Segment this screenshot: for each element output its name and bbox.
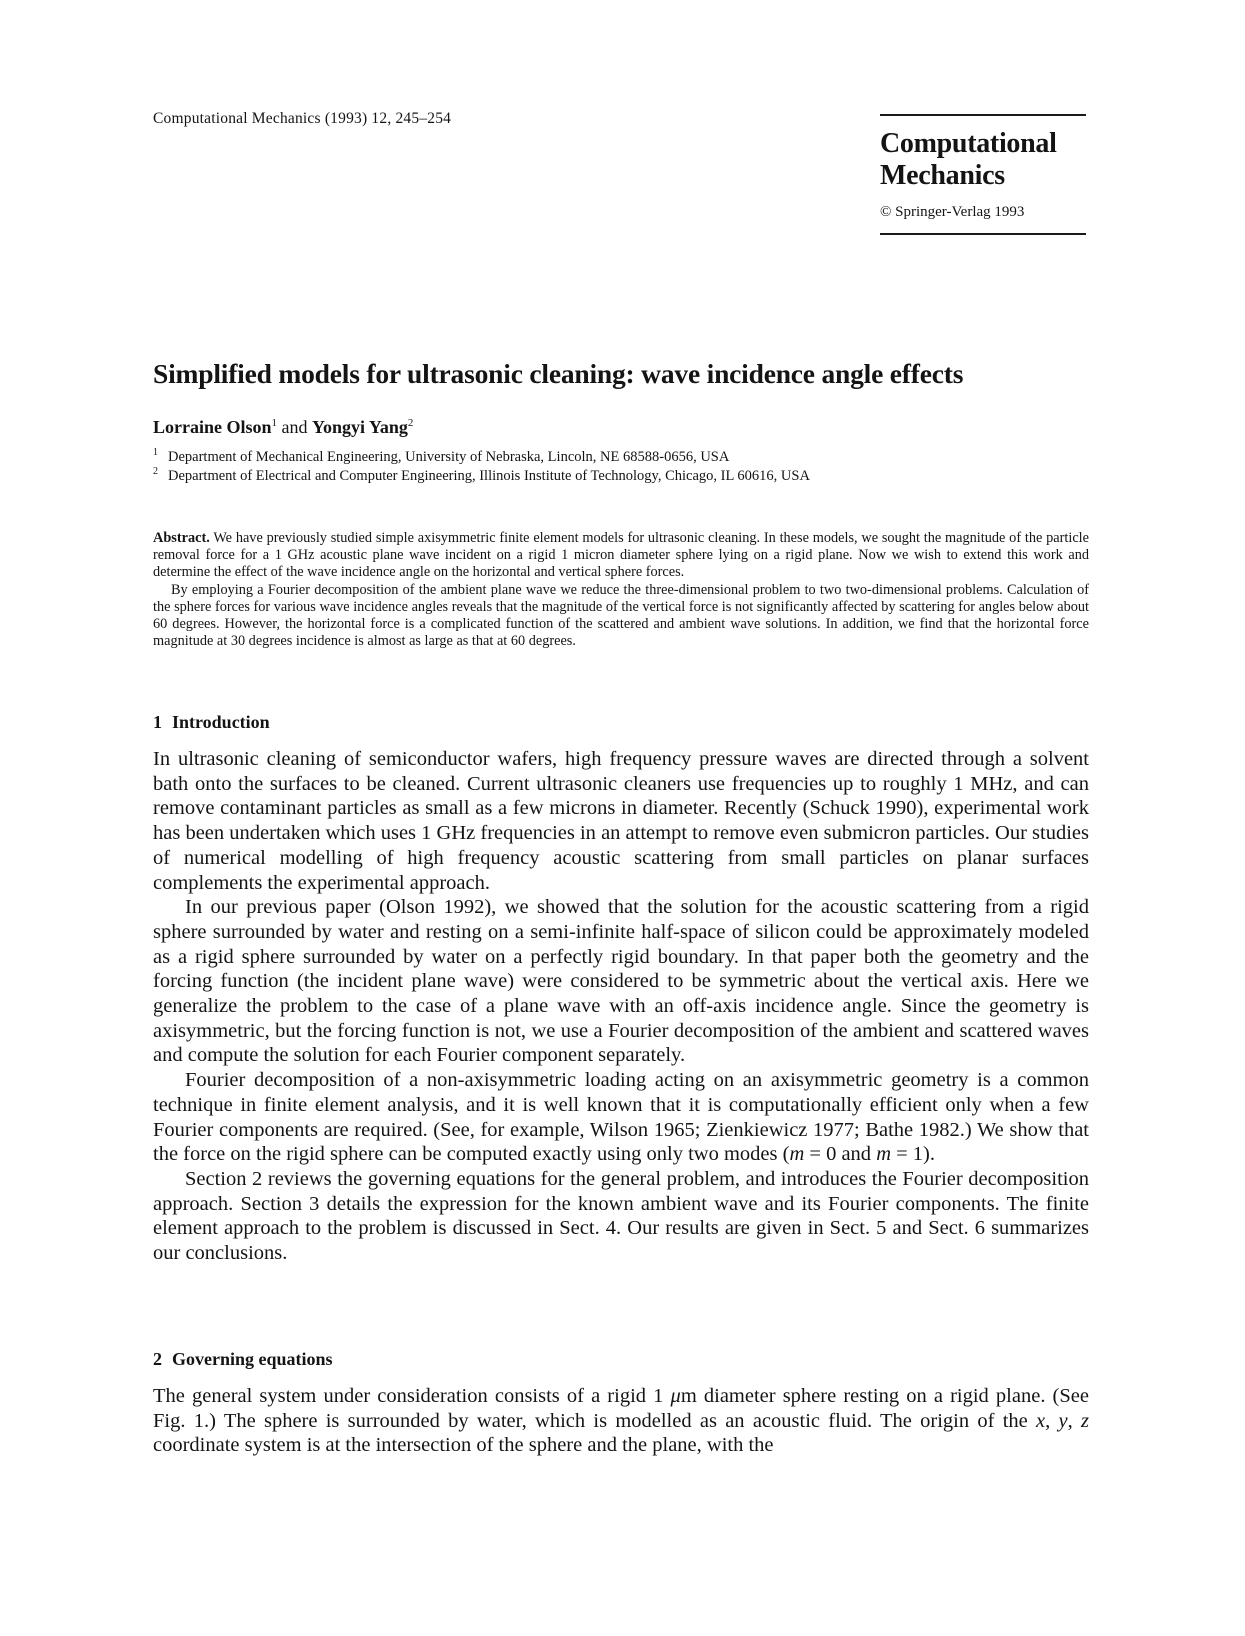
- affiliation-mark: 1: [153, 447, 158, 458]
- abstract-text: We have previously studied simple axisymmetric finite element models for ultrasonic cleaning. In these models, we sought the magnitude of the particle removal force for a 1 GHz acoustic plane wave incident on a rigid 1 micron diameter sphere lying on a rigid plane. Now we wish to extend this work and determine the effect of the wave incidence angle on the horizontal and vertical sphere forces.: [153, 530, 1089, 581]
- author-name: Yongyi Yang: [312, 417, 408, 437]
- introduction-body: [153, 747, 1089, 1266]
- abstract-paragraph: [153, 530, 1089, 582]
- abstract-paragraph: By employing a Fourier decomposition of the ambient plane wave we reduce the three-dimensional problem to two two-dimensional problems. Calculation of the sphere forces for various wave incidence angles reveals that the magnitude of the vertical force is not significantly affected by scattering for angles below about 60 degrees. However, the horizontal force is a complicated function of the scattered and ambient wave solutions. In addition, we find that the horizontal force magnitude at 30 degrees incidence is almost as large as that at 60 degrees.: [153, 581, 1089, 650]
- math-symbol-z: z: [1081, 1409, 1089, 1432]
- section-heading: [153, 1349, 333, 1370]
- affiliation-text: Department of Electrical and Computer Engineering, Illinois Institute of Technology, Chicago, IL 60616, USA: [168, 467, 810, 484]
- brand-top-rule: [880, 114, 1086, 116]
- body-paragraph: [153, 1068, 1089, 1167]
- math-symbol-x: x: [1036, 1409, 1046, 1432]
- body-text-span: coordinate system is at the intersection of the sphere and the plane, with the: [153, 1434, 774, 1457]
- author-separator: and: [281, 417, 308, 437]
- article-title: Simplified models for ultrasonic cleaning: wave incidence angle effects: [153, 358, 964, 389]
- author-name: Lorraine Olson: [153, 417, 272, 437]
- math-symbol-m: m: [789, 1143, 805, 1166]
- body-paragraph: In our previous paper (Olson 1992), we showed that the solution for the acoustic scattering from a rigid sphere surrounded by water and resting on a semi-infinite half-space of silicon could be approximately modeled as a rigid sphere surrounded by water on a perfectly rigid boundary. In that paper both the geometry and the forcing function (the incident plane wave) were considered to be symmetric about the vertical axis. Here we generalize the problem to the case of a plane wave with an off-axis incidence angle. Since the geometry is axisymmetric, but the forcing function is not, we use a Fourier decomposition of the ambient and scattered waves and compute the solution for each Fourier component separately.: [153, 896, 1089, 1067]
- author-affiliation-mark: 2: [407, 417, 414, 429]
- body-text-span: = 1).: [891, 1143, 936, 1166]
- section-number: 1: [153, 712, 162, 732]
- journal-brand-block: [880, 114, 1086, 235]
- journal-name-line2: Mechanics: [880, 160, 1005, 191]
- body-text-span: ,: [1045, 1409, 1059, 1432]
- body-text-span: m diameter sphere resting on a rigid plane. (See Fig. 1.) The sphere is surrounded by water, which is modelled as an acoustic fluid. The origin of the: [153, 1385, 1089, 1432]
- brand-bottom-rule: [880, 233, 1086, 235]
- affiliation-mark: 2: [153, 466, 158, 477]
- author-affiliation-mark: 1: [271, 417, 278, 429]
- body-text-span: Fourier decomposition of a non-axisymmetric loading acting on an axisymmetric geometry is a common technique in finite element analysis, and it is well known that it is computationally efficient only when a few Fourier components are required. (See, for example, Wilson 1965; Zienkiewicz 1977; Bathe 1982.) We show that the force on the rigid sphere can be computed exactly using only two modes (: [153, 1069, 1089, 1166]
- section-heading: [153, 712, 270, 733]
- journal-reference: Computational Mechanics (1993) 12, 245–254: [153, 110, 452, 127]
- affiliation: [153, 447, 729, 466]
- governing-equations-body: [153, 1384, 1089, 1458]
- author-line: [153, 417, 413, 438]
- journal-name: [880, 128, 1086, 192]
- body-paragraph: In ultrasonic cleaning of semiconductor wafers, high frequency pressure waves are directed through a solvent bath onto the surfaces to be cleaned. Current ultrasonic cleaners use frequencies up to roughly 1 MHz, and can remove contaminant particles as small as a few microns in diameter. Recently (Schuck 1990), experimental work has been undertaken which uses 1 GHz frequencies in an attempt to remove even submicron particles. Our studies of numerical modelling of high frequency acoustic scattering from small particles on planar surfaces complements the experimental approach.: [153, 748, 1089, 894]
- body-paragraph: Section 2 reviews the governing equations for the general problem, and introduces the Fourier decomposition approach. Section 3 details the expression for the known ambient wave and its Fourier components. The finite element approach to the problem is discussed in Sect. 4. Our results are given in Sect. 5 and Sect. 6 summarizes our conclusions.: [153, 1167, 1089, 1265]
- math-symbol-mu: μ: [670, 1385, 681, 1407]
- body-text-span: = 0 and: [804, 1143, 877, 1166]
- math-symbol-y: y: [1058, 1409, 1068, 1432]
- abstract: [153, 530, 1089, 650]
- body-text-span: The general system under consideration consists of a rigid 1: [153, 1385, 671, 1407]
- body-text-span: ,: [1067, 1409, 1082, 1432]
- math-symbol-m: m: [876, 1143, 891, 1166]
- publisher-copyright: © Springer-Verlag 1993: [880, 204, 1025, 220]
- abstract-label: Abstract.: [153, 530, 210, 546]
- section-title: Governing equations: [172, 1349, 333, 1369]
- affiliation: [153, 466, 810, 485]
- journal-name-line1: Computational: [880, 128, 1057, 159]
- affiliation-text: Department of Mechanical Engineering, University of Nebraska, Lincoln, NE 68588-0656, USA: [168, 448, 730, 465]
- body-paragraph: [153, 1384, 1089, 1458]
- section-number: 2: [153, 1349, 162, 1369]
- section-title: Introduction: [172, 712, 270, 732]
